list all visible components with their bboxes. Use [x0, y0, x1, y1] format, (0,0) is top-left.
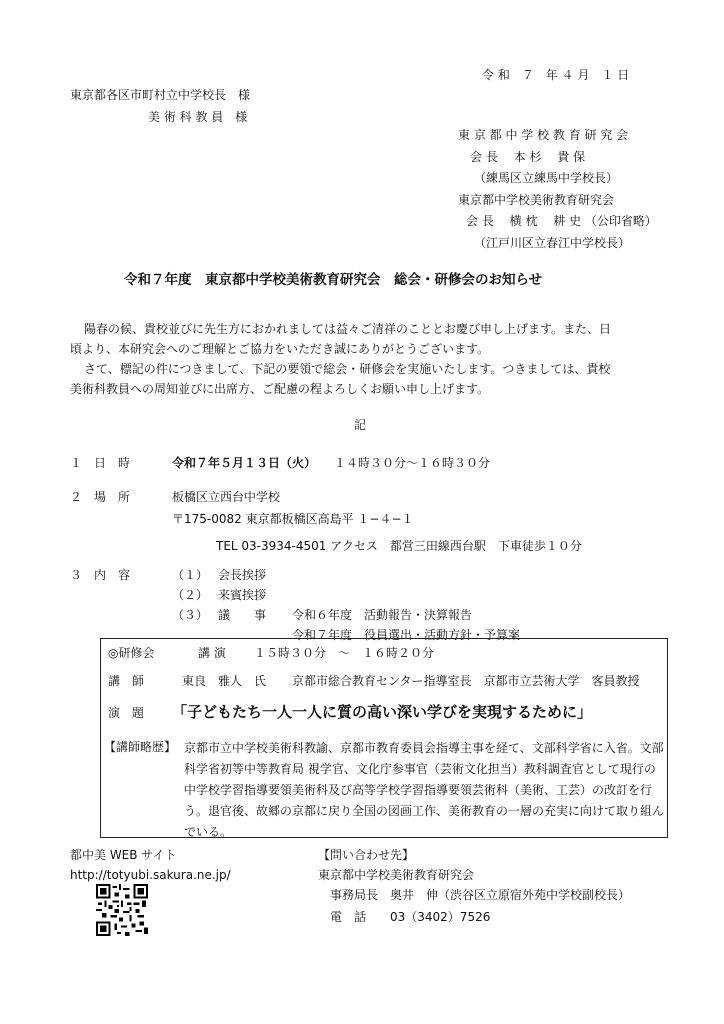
body-paragraph-2b: 美術科教員への周知並びに出席方、ご配慮の程よろしくお願い申し上げます。 — [70, 382, 490, 396]
lecturer-name: 東良 雅人 氏 — [182, 674, 267, 688]
item-place-name: 板橋区立西台中学校 — [172, 490, 281, 504]
content-1-number: （１） — [172, 568, 209, 582]
contact-org: 東京都中学校美術教育研究会 — [318, 868, 475, 882]
content-2-text: 来賓挨拶 — [218, 588, 267, 602]
lecturer-roles: 京都市総合教育センター指導室長 京都市立芸術大学 客員教授 — [292, 674, 640, 688]
item-place-label: ２ 場 所 — [70, 490, 131, 504]
lecturer-label: 講 師 — [108, 674, 145, 688]
lecturer-bio: 京都市立中学校美術科教諭、京都市教育委員会指導主事を経て、文部科学省に入省。文部科学省初等中等教育局 視学官、文化庁参事官（芸術文化担当）教科調査官として現行の中学校学習指導要領美術科及び高等学校学習指導要領芸術科（美術、工芸）の改訂を行う。退官後、故郷の京都に戻り全国の図画工作、美術教育の一層の充実に向けて取り組んでいる。 — [184, 741, 665, 839]
content-3-label: 議 事 — [218, 608, 267, 622]
item-content-label: ３ 内 容 — [70, 568, 131, 582]
content-3-number: （３） — [172, 608, 209, 622]
item-date-label: １ 日 時 — [70, 456, 131, 470]
sender-school-2: （江戸川区立春江中学校長） — [474, 236, 631, 250]
body-paragraph-1a: 陽春の候、貴校並びに先生方におかれましては益々ご清祥のこととお慶び申し上げます。また、日 — [84, 322, 612, 336]
contact-label: 【問い合わせ先】 — [318, 848, 415, 862]
content-3-line-1: 令和６年度 活動報告・決算報告 — [292, 608, 473, 622]
ki-mark: 記 — [354, 418, 367, 432]
lecture-label: 講 演 — [198, 646, 226, 660]
sender-president-1: 会 長 本 杉 貴 保 — [470, 150, 586, 164]
item-time-value: １４時３０分～１６時３０分 — [334, 456, 491, 470]
recipient-teachers: 美 術 科 教 員 様 — [148, 110, 248, 124]
qr-code-icon[interactable] — [96, 884, 148, 936]
content-3-line-2: 令和７年度 役員選出・活動方針・予算案 — [292, 628, 521, 642]
sender-org-2: 東京都中学校美術教育研究会 — [458, 193, 615, 207]
content-2-number: （２） — [172, 588, 209, 602]
document-title: 令和７年度 東京都中学校美術教育研究会 総会・研修会のお知らせ — [124, 272, 543, 288]
lecture-topic: 「子どもたち一人一人に質の高い深い学びを実現するために」 — [172, 703, 593, 721]
body-paragraph-2a: さて、標記の件につきまして、下記の要領で総会・研修会を実施いたします。つきましては、貴校 — [84, 362, 611, 376]
sender-school-1: （練馬区立練馬中学校長） — [474, 171, 619, 185]
item-place-address: 〒175-0082 東京都板橋区高島平 １−４−１ — [172, 512, 414, 526]
item-place-tel: TEL 03-3934-4501 アクセス 都営三田線西台駅 下車徒歩１０分 — [216, 539, 582, 553]
website-label: 都中美 WEB サイト — [70, 848, 177, 862]
body-paragraph-1b: 頃より、本研究会へのご理解とご協力をいただき誠にありがとうございます。 — [70, 342, 490, 356]
website-url[interactable]: http://totyubi.sakura.ne.jp/ — [70, 868, 231, 882]
topic-label: 演 題 — [108, 706, 145, 720]
document-date: 令 和 ７ 年 ４ 月 １ 日 — [482, 68, 630, 82]
training-header-label: ◎研修会 — [108, 646, 155, 660]
item-date-value: 令和７年５月１３日（火） — [172, 456, 317, 470]
lecture-time: １５時３０分 ～ １６時２０分 — [254, 646, 435, 660]
content-1-text: 会長挨拶 — [218, 568, 267, 582]
sender-president-2: 会 長 横 枕 耕 史 （公印省略） — [466, 214, 657, 228]
sender-org-1: 東 京 都 中 学 校 教 育 研 究 会 — [458, 128, 629, 142]
contact-tel: 電 話 03（3402）7526 — [330, 910, 491, 924]
contact-person: 事務局長 奥井 伸（渋谷区立原宿外苑中学校副校長） — [330, 888, 631, 902]
recipient-principals: 東京都各区市町村立中学校長 様 — [70, 88, 251, 102]
bio-label: 【講師略歴】 — [104, 740, 177, 754]
